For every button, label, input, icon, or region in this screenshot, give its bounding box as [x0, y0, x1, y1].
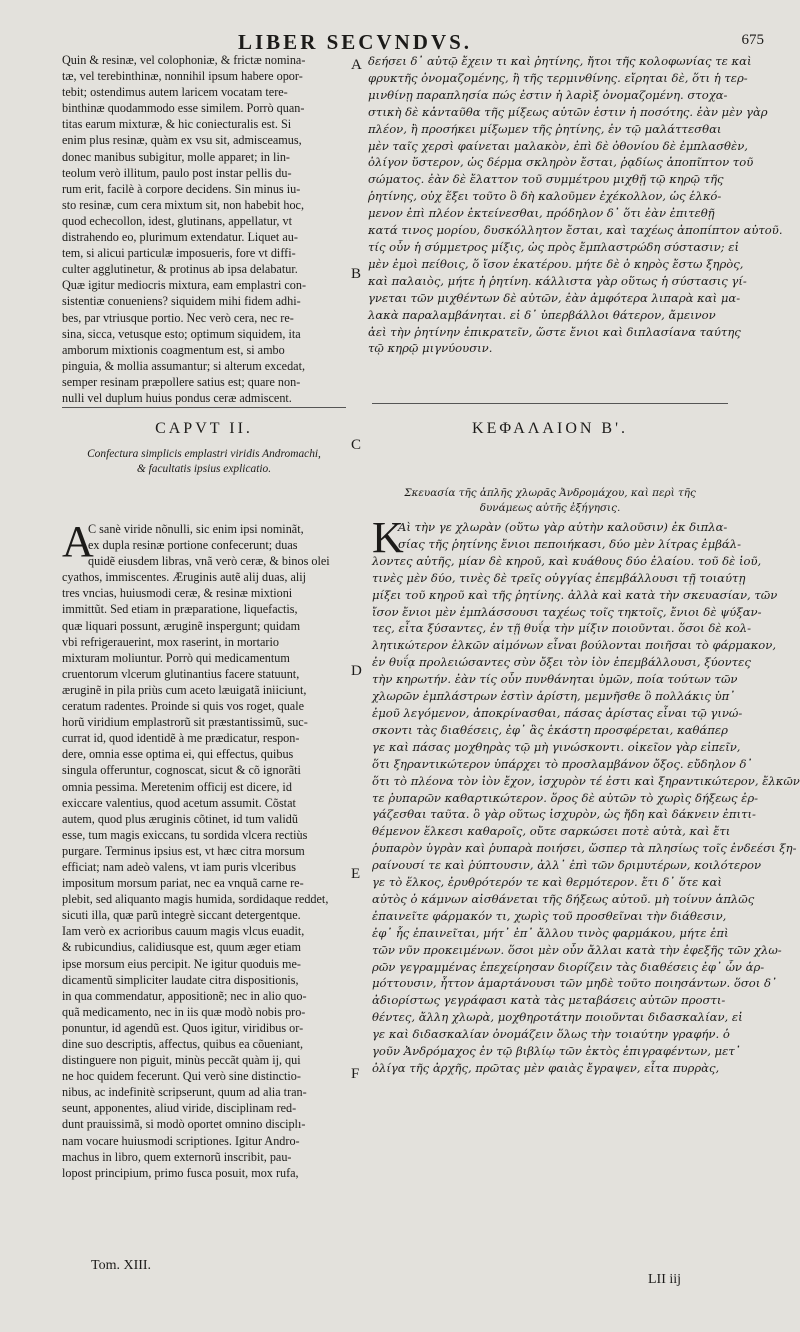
text-line: ρῶν γεγραμμένας ἐπεχείρησαν διορίζειν τὰς διαθέσεις ἐφ᾽ ὧν ἁρ- [372, 959, 765, 974]
chapter-subtitle-greek [372, 486, 728, 516]
text-line: σκοντι τὰς διαθέσεις, ἐφ᾽ ἃς ἑκάστη προσφέρεται, καθάπερ [372, 722, 728, 737]
text-line: quæ liquari possunt, æruginẽ inspergunt; quidam [62, 618, 301, 633]
text-line: μὲν ταῖς χερσὶ φαίνεται μαλακὸν, ἐπὶ δὲ ὀθονίου δὲ ἐμπλασθὲν, [368, 138, 748, 153]
text-line: ἐμοῦ λεγόμενον, ἀποκρίνασθαι, πάσας ἀρίστας εἶναι τῷ γινώ- [372, 705, 743, 720]
chapter-subtitle-latin [62, 447, 346, 477]
text-line: nibus, ac indefinitè scripserunt, quum ad alia tran- [62, 1085, 307, 1100]
right-section-rule [372, 403, 728, 404]
text-line: Αὶ τὴν γε χλωρὰν (οὕτω γὰρ αὐτὴν καλοῦσιν) ἐκ διπλα- [398, 520, 728, 534]
text-line: τὴν κηρωτήν. ἐὰν τίς οὖν πυνθάνηται ὑμῶν, ποία τούτων τῶν [372, 672, 738, 687]
text-line: seunt, apponentes, aliud viride, disciplinam red- [62, 1101, 297, 1116]
text-line: tem, si alicui particulæ imposueris, fore vt diffi- [62, 246, 296, 261]
text-line: lopost principium, primo fusca posuit, mox rufa, [62, 1165, 299, 1180]
text-line: sina, sicca, vetusque esto; optimum siquidem, ita [62, 326, 301, 341]
text-line: nulli vel duplum huius pondus ceræ admiscent. [62, 390, 292, 405]
text-line: sto resinæ, cum cera mixtum sit, non habebit hoc, [62, 197, 305, 212]
text-line: ne hoc quidem fecerunt. Qui verò sine distinctio- [62, 1069, 301, 1084]
text-line: cruentorum vlcerum glutinantius facere statuunt, [62, 666, 300, 681]
text-line: rum erit, facilè à corpore decidens. Sin minus iu- [62, 181, 301, 196]
text-line: θέντες, ἄλλη χλωρὰ, μοχθηροτάτην ποιοῦνται διδασκαλίαν, εἰ [372, 1010, 743, 1025]
text-line: teolum verò illitum, paulo post instar pellis du- [62, 165, 292, 180]
text-line: tebit; ostendimus autem laricem vocatam tere- [62, 85, 288, 100]
text-line: φρυκτῆς ὀνομαζομένης, ἢ τῆς τερμινθίνης. εἴρηται δὲ, ὅτι ἡ τερ- [368, 70, 748, 85]
text-line: semper resinam præpollere satius est; quare non- [62, 374, 301, 389]
text-line: Quin & resinæ, vel colophoniæ, & frictæ nomina- [62, 53, 306, 67]
text-line: σίας τῆς ῥητίνης ἔνιοι πεποιήκασι, δύο μὲν λίτρας ἐμβάλ- [398, 536, 741, 551]
text-line: ραίνουσί τε καὶ ῥύπτουσιν, ἀλλ᾽ ἐπὶ τῶν δριμυτέρων, κοιλότερον [372, 858, 762, 873]
text-line: τῶν νῦν προκειμένων. ὅσοι μὲν οὖν ἄλλαι κατὰ τὴν ἐφεξῆς τῶν χλω- [372, 942, 782, 957]
text-line: γε καὶ πάσας μοχθηρὰς τῷ μὴ γινώσκοντι. οἰκεῖον γὰρ εἰπεῖν, [372, 739, 741, 754]
text-line: C sanè viride nõnulli, sic enim ipsi nominãt, [88, 522, 304, 536]
text-line: culter agglutinetur, & protinus ab ipsa delabatur. [62, 262, 298, 277]
text-line: dunt prauissimã, si modò oportet omnino disciplı- [62, 1117, 306, 1132]
dropcap-latin: A [62, 517, 94, 566]
text-line: dine suo descriptis, affectus, quibus ea cõueniant, [62, 1037, 304, 1051]
text-line: λακὰ παραλαμβάνηται. εἰ δ᾽ ὑπερβάλλοι θάτερον, ἄμεινον [368, 307, 716, 322]
text-line: enim plus resinæ, quàm ex vsu sit, admisceamus, [62, 133, 302, 148]
volume-note: Tom. XIII. [91, 1258, 152, 1273]
text-line: λητικώτερον ἑλκῶν αἱμόνων εἶναι βούλονται ποιῆσαι τὸ φάρμακον, [372, 638, 777, 653]
text-line: χλωρῶν ἐμπλάστρων ἐστὶν ἀρίστη, μεμνῆσθε ὃ πολλάκις ὑπ᾽ [372, 689, 736, 704]
text-line: τίς οὖν ἡ σύμμετρος μίξις, ὡς πρὸς ἔμπλαστρώδη σύστασιν; εἰ [368, 239, 740, 254]
text-line: ῥυπαρὸν ὑγρὰν καὶ ῥυπαρὰ ποιήσει, ὥσπερ τὰ πλησίως τοῖς ἐνδεέσι ξη- [372, 841, 797, 856]
margin-letter-a: A [351, 57, 362, 73]
text-line: currat id, quod identidẽ à me prædicatur, respon- [62, 731, 300, 746]
text-line: καὶ παλαιὸς, μήτε ἡ ῥητίνη. κάλλιστα γὰρ οὕτως ἡ σύστασις γί- [368, 273, 747, 288]
text-line: στικὴ δὲ κἀνταῦθα τῆς μίξεως αὐτῶν ἐστιν ἡ ποσότης. ἐὰν μὲν γὰρ [368, 104, 768, 119]
text-line: σώματος. ἐὰν δὲ ἔλαττον τοῦ συμμέτρου μιχθῇ τῷ κηρῷ τῆς [368, 172, 724, 187]
left-column-lower-text [62, 517, 346, 1181]
text-line: in qua commendatur, appositionẽ; nec in alio quo- [62, 988, 307, 1003]
text-line: vbi refrigerauerint, mox raserint, in mortario [62, 634, 279, 649]
left-column-upper-text [62, 52, 346, 406]
text-line: donec manibus subigitur, molle apparet; in lin- [62, 149, 290, 164]
text-line: nam vocare huiusmodi scriptiones. Igitur Andro- [62, 1133, 300, 1148]
margin-letter-b: B [351, 266, 362, 282]
text-line: bes, par vtriusque portio. Nec verò cera, nec re- [62, 310, 294, 325]
margin-letter-d: D [351, 663, 362, 679]
text-line: horũ viridium emplastrorũ sit præstantissimũ, suc- [62, 715, 308, 730]
text-line: ἐφ᾽ ἧς ἐπαινεῖται, μήτ᾽ ἐπ᾽ ἄλλου τινὸς φαρμάκου, μήτε ἐπὶ [372, 925, 729, 940]
text-line: impositum morsum pariat, nec ea vnquã carne re- [62, 876, 304, 891]
margin-letter-e: E [351, 866, 361, 882]
text-line: efficiat; nam adeò valens, vt iam puris vlceribus [62, 859, 296, 874]
chapter-heading-latin: CAPVT II. [155, 420, 253, 437]
text-line: ἴσον ἔνιοι μὲν ἐμπλάσσουσι ταχέως τοῖς τηκτοῖς, ἔνιοι δὲ ψύξαν- [372, 604, 762, 619]
text-line: pinguia, & mollia assumantur; si alterum excedat, [62, 358, 306, 373]
text-line: θέμενον ἕλκεσι καθαροῖς, οὔτε σαρκώσει ποτὲ αὐτὰ, καὶ ἔτι [372, 824, 731, 839]
text-line: ἀδιορίστως γεγράφασι κατὰ τὰς μεταβάσεις αὐτῶν προστι- [372, 993, 726, 1008]
text-line: λοντες αὐτῆς, μίαν δὲ κηροῦ, καὶ κυάθους δύο ἐλαίου. τοῦ δὲ ἰοῦ, [372, 553, 762, 568]
text-line: ceratum radentes. Proinde si quis vos roget, quale [62, 699, 304, 714]
text-line: omnia pessima. Meretenim officij est dicere, id [62, 779, 292, 794]
text-line: γε τὸ ἕλκος, ἐρυθρότερόν τε καὶ θερμότερον. ἔτι δ᾽ ὅτε καὶ [372, 875, 722, 890]
text-line: ὀλίγα τῆς ἀρχῆς, πρῶτας μὲν φαιὰς ἔγραψεν, εἶτα πυρρὰς, [372, 1061, 720, 1075]
text-line: ὅτι τὸ πλέονα τὸν ἰὸν ἔχον, ἰσχυρὸν τέ ἐστι καὶ ξηραντικώτερον, ἔλκῶν [372, 773, 800, 788]
text-line: distrahendo eo, plurimum extendatur. Liquet au- [62, 230, 298, 245]
text-line: τες, εἶτα ξύσαντες, ἐν τῇ θυΐᾳ τὴν μίξιν ποιοῦνται. ὅσοι δὲ κολ- [372, 621, 752, 636]
right-column-upper-text [368, 53, 783, 357]
text-line: quidẽ eiusdem libras, vnã verò ceræ, & binos olei [88, 554, 330, 569]
text-line: tæ, vel terebinthinæ, nonnihil ipsum habere opor- [62, 69, 303, 84]
text-line: κατά τινος μορίου, δυσκόλλητον ἔσται, καὶ ταχέως ἀποπίπτον αὐτοῦ. [368, 223, 783, 238]
text-line: γοῦν Ἀνδρόμαχος ἐν τῷ βιβλίῳ τῶν ἐκτὸς ἐπιγραφέντων, μετ᾽ [372, 1044, 741, 1059]
text-line: machus in libro, quem externorũ inscribit, pau- [62, 1149, 292, 1164]
text-line: autem, quod plus æruginis cõtinet, id tum validũ [62, 811, 298, 826]
text-line: γνεται τῶν μιχθέντων δὲ αὐτῶν, ἐὰν ἀμφότερα λιπαρὰ καὶ μα- [368, 290, 741, 305]
dropcap-greek: Κ [372, 513, 404, 562]
text-line: πλέον, ἢ προσήκει μίξωμεν τῆς ῥητίνης, ἐν τῷ μαλάττεσθαι [368, 121, 722, 136]
text-line: singula offeruntur, cognoscat, sicut & cõ ignorãti [62, 763, 301, 778]
text-line: μίξει τοῦ κηροῦ καὶ τῆς ῥητίνης. ἀλλὰ καὶ κατὰ τὴν σκευασίαν, τῶν [372, 587, 778, 602]
margin-letter-f: F [351, 1066, 360, 1082]
text-line: quã medicamento, nec in iis quæ modò nobis pro- [62, 1004, 306, 1019]
text-line: æruginẽ in pila priùs cum aceto læuigatã iniiciunt, [62, 682, 307, 697]
text-line: ipse morsum eius percipit. Ne igitur quoduis me- [62, 956, 301, 971]
text-line: ponuntur, id agendũ est. Quos igitur, viridibus or- [62, 1020, 304, 1035]
text-line: immittũt. Sed etiam in præparatione, liquefactis, [62, 602, 298, 617]
text-line: plebit, sed aliquanto magis humida, sordidaque reddet, [62, 892, 329, 907]
subtitle-line: Σκευασία τῆς ἁπλῆς χλωρᾶς Ἀνδρομάχου, καὶ περὶ τῆς [404, 487, 696, 499]
signature-mark: LII iij [648, 1272, 682, 1287]
text-line: δεήσει δ᾽ αὐτῷ ἔχειν τι καὶ ῥητίνης, ἤτοι τῆς κολοφωνίας τε καὶ [368, 54, 752, 68]
text-line: ὅτι ξηραντικώτερον ὑπάρχει τὸ προσλαμβάνον ὄξος. εὔδηλον δ᾽ [372, 756, 753, 771]
text-line: esse, tum magis exiccans, tu sordida vlcera rectiùs [62, 827, 308, 842]
left-section-rule [62, 407, 346, 408]
text-line: binthinæ quodammodo esse similem. Porrò quan- [62, 101, 305, 116]
text-line: titas earum mixturæ, & hic coniecturalis est. Si [62, 117, 292, 132]
text-line: mixturam moliuntur. Porrò qui medicamentum [62, 650, 290, 665]
text-line: ἀεὶ τὴν ῥητίνην ἐπικρατεῖν, ὥστε ἔνιοι καὶ διπλασίανα ταύτης [368, 324, 741, 339]
text-line: τε ῥυπαρῶν καθαρτικώτερον. ὅρος δὲ αὐτῶν τὸ χωρὶς δήξεως ἐρ- [372, 790, 759, 805]
subtitle-line: δυνάμεως αὐτῆς ἐξήγησις. [479, 502, 621, 514]
subtitle-line: & facultatis ipsius explicatio. [136, 463, 272, 475]
text-line: τινὲς μὲν δύο, τινὲς δὲ τρεῖς οὐγγίας ἐπεμβάλλουσι τῇ τοιαύτῃ [372, 570, 746, 585]
text-line: ἐν θυΐᾳ προλειώσαντες σὺν ὄξει τὸν ἰὸν ἐπεμβάλλουσι, ξύοντες [372, 655, 751, 670]
text-line: distinguere non piguit, minùs peccãt quàm ij, qui [62, 1053, 301, 1068]
text-line: sicuti illa, quæ parũ integrè siccant detergentque. [62, 908, 301, 923]
text-line: dere, omnia esse optima ei, qui effectus, quibus [62, 747, 294, 762]
text-line: tres vncias, huiusmodi ceræ, & resinæ mixtioni [62, 586, 293, 601]
text-line: sistentiæ conueniens? siquidem mihi fidem adhi- [62, 294, 301, 309]
margin-letter-c: C [351, 437, 362, 453]
text-line: γάζεσθαι ταῦτα. ὃ γὰρ οὕτως ἰσχυρὸν, ὡς ἤδη καὶ δάκνειν ἐπιτι- [372, 807, 756, 822]
page-number: 675 [741, 32, 764, 48]
text-line: μινθίνῃ παραπλησία πώς ἐστιν ἡ λαρὶξ ὀνομαζομένη. στοχα- [368, 87, 728, 102]
text-line: Quæ igitur mediocris mixtura, eam emplastri con- [62, 278, 307, 293]
right-column-lower-text [372, 519, 800, 1077]
text-line: τῷ κηρῷ μιγνύουσιν. [368, 341, 493, 356]
text-line: ἐπαινεῖτε φάρμακόν τι, χωρὶς τοῦ προσθεῖναι τὴν διάθεσιν, [372, 908, 727, 923]
text-line: γε καὶ διδασκαλίαν ὀνομάζειν ὅλως τὴν τοιαύτην γραφήν. ὁ [372, 1027, 730, 1042]
text-line: exiccare valentius, quod acetum assumit. Cõstat [62, 795, 296, 810]
text-line: μενον ἐπὶ πλέον ἐκτείνεσθαι, πρόδηλον δ᾽ ὅτι ἐὰν ἐπιτεθῇ [368, 206, 715, 221]
subtitle-line: Confectura simplicis emplastri viridis Andromachi, [87, 448, 321, 460]
text-line: μόττουσιν, ἧττον ἁμαρτάνουσι τῶν μηδὲ τοῦτο ποιησάντων. ὅσοι δ᾽ [372, 976, 777, 991]
text-line: cyathos, immiscentes. Æruginis autẽ alij duas, alij [62, 570, 307, 585]
text-line: μὲν ἐμοὶ πείθοις, ὅ ἴσον ἑκατέρου. μήτε δὲ ὁ κηρὸς ἔστω ξηρὸς, [368, 256, 744, 271]
text-line: ὀλίγον ὕστερον, ὡς δέρμα σκληρὸν ἔσται, ῥᾳδίως ἀποπῖπτον τοῦ [368, 155, 754, 170]
text-line: dicamentũ simpliciter laudate citra dispositionis, [62, 972, 299, 987]
text-line: ῥητίνης, οὐχ ἕξει τοῦτο ὃ δὴ καλοῦμεν ἐχέκολλον, ὡς ἑλκό- [368, 189, 722, 204]
running-head: LIBER SECVNDVS. [238, 30, 473, 54]
text-line: Iam verò ex acrioribus cauum magis vlcus euadit, [62, 924, 305, 939]
text-line: amborum mixtionis coagmentum est, si ambo [62, 342, 285, 357]
text-line: & rubicundius, calidiusque est, quum æger etiam [62, 940, 301, 955]
text-line: quod echecollon, idest, glutinans, appellatur, vt [62, 213, 293, 228]
text-line: purgare. Terminus ipsius est, vt hæc citra morsum [62, 843, 305, 858]
chapter-heading-greek: ΚΕΦΑΛΑΙΟΝ Β'. [472, 420, 628, 437]
text-line: ex dupla resinæ portione confecerunt; duas [88, 538, 298, 553]
text-line: αὐτὸς ὁ κάμνων αἰσθάνεται τῆς δήξεως αὐτοῦ. μὴ τοίνυν ἁπλῶς [372, 891, 755, 906]
